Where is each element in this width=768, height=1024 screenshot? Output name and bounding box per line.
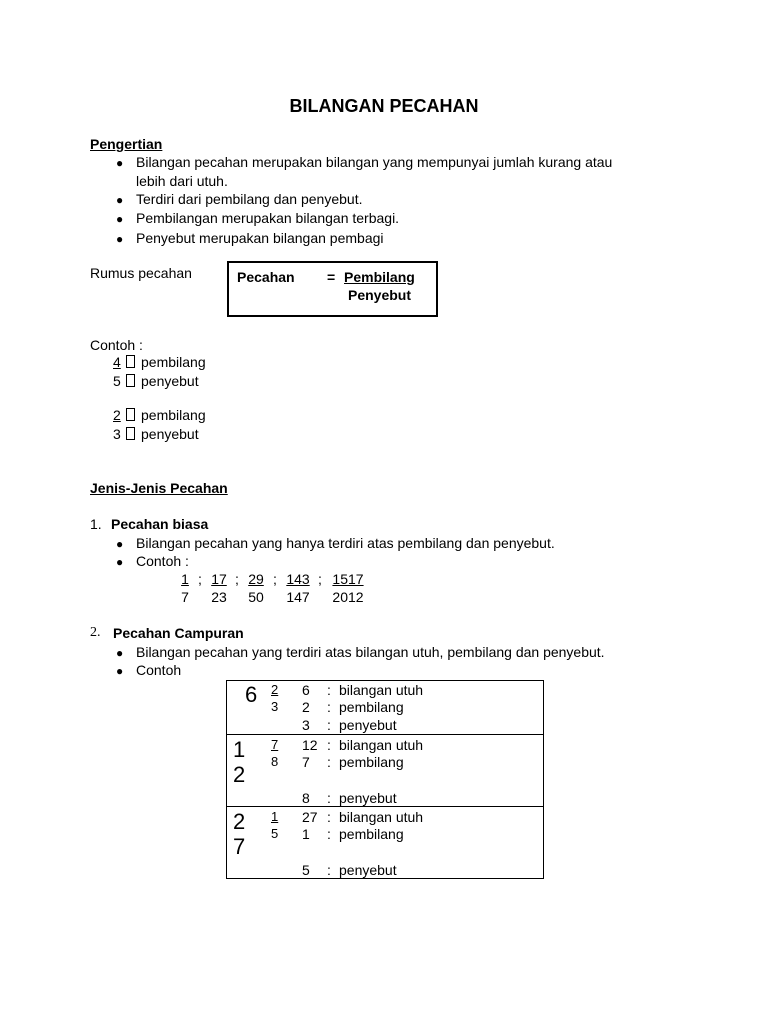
whole-number: 6 [245, 682, 258, 707]
list-item: Bilangan pecahan merupakan bilangan yang mempunyai jumlah kurang atau [136, 154, 613, 170]
value: 3 [302, 717, 310, 733]
arrow-box-icon [122, 406, 137, 424]
formula-box [227, 261, 438, 317]
fraction-numerator: 2 [271, 682, 279, 697]
bullet-icon: ● [116, 537, 124, 551]
list-item: Terdiri dari pembilang dan penyebut. [136, 191, 363, 207]
bullet-icon: ● [116, 232, 124, 246]
list-item: Pembilangan merupakan bilangan terbagi. [136, 210, 400, 226]
whole-number-bottom: 2 [233, 762, 246, 787]
colon: : [327, 754, 331, 770]
example-denominator-label: penyebut [141, 426, 199, 442]
formula-numerator: Pembilang [344, 269, 415, 285]
fraction-separator: ; [273, 571, 277, 587]
mixed-fraction-table [226, 680, 544, 879]
whole-number-bottom: 7 [233, 834, 246, 859]
list-item: Penyebut merupakan bilangan pembagi [136, 230, 384, 246]
bullet-icon: ● [116, 212, 124, 226]
fraction-denominator: 3 [271, 699, 279, 714]
whole-number-top: 1 [233, 737, 246, 762]
fraction-separator: ; [235, 571, 239, 587]
value: 8 [302, 790, 310, 806]
value: 12 [302, 737, 318, 753]
whole-number-top: 2 [233, 809, 246, 834]
value: 5 [302, 862, 310, 878]
list-item: Contoh : [136, 553, 189, 569]
value-label: penyebut [339, 717, 397, 733]
fraction: $\frac{143}{147}$ [286, 571, 310, 605]
value: 6 [302, 682, 310, 698]
contoh-label: Contoh : [90, 337, 143, 353]
fraction: $\frac{1517}{2012}$ [332, 571, 364, 605]
bullet-icon: ● [116, 156, 124, 170]
colon: : [327, 790, 331, 806]
example-denominator: 3 [113, 426, 121, 442]
item-title: Pecahan biasa [111, 516, 209, 532]
table-row [227, 681, 543, 734]
fraction-denominator: 5 [271, 826, 279, 841]
list-item: Bilangan pecahan yang terdiri atas bilangan utuh, pembilang dan penyebut. [136, 644, 605, 660]
table-row [227, 734, 543, 807]
formula-lhs: Pecahan [237, 269, 295, 285]
item-title: Pecahan Campuran [113, 625, 244, 641]
table-row [227, 806, 543, 879]
fraction-numerator: 7 [271, 737, 279, 752]
value-label: pembilang [339, 754, 404, 770]
fraction-numerator: 1 [271, 809, 279, 824]
colon: : [327, 699, 331, 715]
fraction-separator: ; [318, 571, 322, 587]
value-label: bilangan utuh [339, 809, 424, 825]
example-denominator: 5 [113, 373, 121, 389]
colon: : [327, 717, 331, 733]
arrow-box-icon [122, 353, 137, 371]
section-heading-jenis: Jenis-Jenis Pecahan [90, 480, 228, 496]
value: 27 [302, 809, 318, 825]
value: 1 [302, 826, 310, 842]
fraction: $\frac{17}{23}$ [211, 571, 227, 605]
arrow-box-icon [122, 372, 137, 390]
colon: : [327, 826, 331, 842]
bullet-icon: ● [116, 555, 124, 569]
list-item-continued: lebih dari utuh. [136, 173, 228, 189]
example-numerator-label: pembilang [141, 354, 206, 370]
colon: : [327, 737, 331, 753]
value-label: pembilang [339, 826, 404, 842]
example-numerator-label: pembilang [141, 407, 206, 423]
item-number: 1. [90, 516, 102, 532]
fraction: $\frac{29}{50}$ [248, 571, 264, 605]
value-label: penyebut [339, 862, 397, 878]
bullet-icon: ● [116, 646, 124, 660]
rumus-label: Rumus pecahan [90, 265, 192, 281]
formula-denominator: Penyebut [348, 287, 412, 303]
formula-equals: = [327, 269, 336, 285]
value-label: bilangan utuh [339, 737, 424, 753]
list-item: Contoh [136, 662, 182, 678]
bullet-icon: ● [116, 193, 124, 207]
fraction-denominator: 8 [271, 754, 279, 769]
value: 7 [302, 754, 310, 770]
fraction: $\frac{1}{7}$ [181, 571, 189, 605]
value: 2 [302, 699, 310, 715]
colon: : [327, 862, 331, 878]
example-denominator-label: penyebut [141, 373, 199, 389]
colon: : [327, 682, 331, 698]
value-label: pembilang [339, 699, 404, 715]
fraction-separator: ; [198, 571, 202, 587]
item-number: 2. [90, 625, 101, 640]
arrow-box-icon [122, 425, 137, 443]
value-label: bilangan utuh [339, 682, 424, 698]
list-item: Bilangan pecahan yang hanya terdiri atas pembilang dan penyebut. [136, 535, 555, 551]
page-title: BILANGAN PECAHAN [289, 96, 479, 116]
section-heading-pengertian: Pengertian [90, 136, 163, 152]
bullet-icon: ● [116, 664, 124, 678]
example-numerator: 2 [113, 407, 121, 423]
colon: : [327, 809, 331, 825]
example-numerator: 4 [113, 354, 121, 370]
value-label: penyebut [339, 790, 397, 806]
